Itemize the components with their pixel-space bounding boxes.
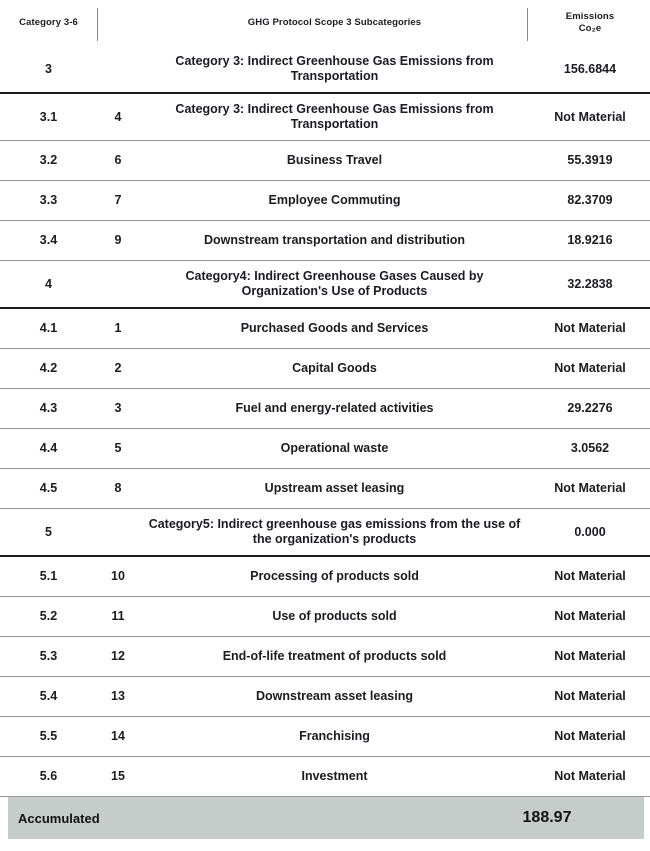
- accumulated-label: Accumulated: [18, 810, 100, 826]
- table-row: [0, 389, 650, 429]
- subcategory-number: 1: [114, 321, 122, 335]
- accumulated-value: 188.97: [522, 809, 572, 826]
- subcategory-label: Fuel and energy-related activities: [235, 401, 434, 415]
- subcategory-number: [97, 61, 139, 77]
- emissions-value: 18.9216: [567, 233, 613, 247]
- emissions-value: Not Material: [554, 689, 626, 703]
- header-subcategories: GHG Protocol Scope 3 Subcategories: [247, 17, 422, 28]
- table-row: [0, 429, 650, 469]
- emissions-value: Not Material: [554, 361, 626, 375]
- subcategory-number: 6: [114, 153, 122, 167]
- subcategory-label: Category 3: Indirect Greenhouse Gas Emissions from Transportation: [175, 102, 494, 131]
- emissions-value: 29.2276: [567, 401, 613, 415]
- category-number: 5.1: [39, 569, 58, 583]
- category-number: 3.1: [39, 109, 58, 124]
- accumulated-row: [8, 797, 644, 839]
- category-number: 5: [45, 524, 52, 539]
- category-number: 4.3: [39, 401, 58, 415]
- emissions-value: Not Material: [554, 321, 626, 335]
- header-category-range: Category 3-6: [19, 17, 78, 28]
- emissions-value: Not Material: [554, 109, 626, 124]
- table-row: [0, 469, 650, 509]
- emissions-value: 32.2838: [567, 276, 613, 291]
- subcategory-label: End-of-life treatment of products sold: [222, 649, 447, 663]
- category-number: 3.3: [39, 193, 58, 207]
- subcategory-number: 5: [114, 441, 122, 455]
- subcategory-label: Franchising: [299, 729, 370, 743]
- table-row: [0, 509, 650, 557]
- header-emissions: [530, 11, 650, 35]
- category-number: 5.3: [39, 649, 58, 663]
- category-number: 4: [45, 276, 52, 291]
- subcategory-label: Upstream asset leasing: [264, 481, 405, 495]
- header-emissions-line1: Emissions: [565, 11, 615, 22]
- subcategory-number: 4: [114, 109, 122, 124]
- subcategory-number: [97, 524, 139, 540]
- header-column-divider-left: [97, 8, 98, 41]
- table-row: [0, 309, 650, 349]
- table-row: [0, 94, 650, 141]
- emissions-value: Not Material: [554, 609, 626, 623]
- table-row: [0, 557, 650, 597]
- table-row: [0, 757, 650, 797]
- subcategory-number: 15: [111, 769, 125, 783]
- category-number: 4.5: [39, 481, 58, 495]
- subcategory-label: Employee Commuting: [268, 193, 401, 207]
- table-row: [0, 181, 650, 221]
- subcategory-label: Capital Goods: [292, 361, 377, 375]
- subcategory-number: 9: [114, 233, 122, 247]
- category-number: 5.4: [39, 689, 58, 703]
- emissions-value: Not Material: [554, 769, 626, 783]
- emissions-value: 3.0562: [570, 441, 610, 455]
- emissions-value: Not Material: [554, 649, 626, 663]
- subcategory-label: Investment: [301, 769, 368, 783]
- subcategory-number: 7: [114, 193, 122, 207]
- table-row: [0, 141, 650, 181]
- subcategory-label: Downstream asset leasing: [255, 689, 413, 703]
- table-row: [0, 597, 650, 637]
- category-number: 5.5: [39, 729, 58, 743]
- subcategory-label: Category 3: Indirect Greenhouse Gas Emissions from Transportation: [175, 54, 494, 83]
- emissions-value: Not Material: [554, 569, 626, 583]
- table-row: [0, 261, 650, 309]
- subcategory-label: Processing of products sold: [250, 569, 419, 583]
- category-number: 3: [45, 61, 52, 76]
- subcategory-label: Downstream transportation and distribution: [203, 233, 466, 247]
- category-number: 4.4: [39, 441, 58, 455]
- emissions-value: 0.000: [574, 524, 606, 539]
- table-body: [0, 46, 650, 797]
- category-number: 3.2: [39, 153, 58, 167]
- emissions-value: Not Material: [554, 481, 626, 495]
- category-number: 5.2: [39, 609, 58, 623]
- subcategory-label: Purchased Goods and Services: [240, 321, 429, 335]
- subcategory-number: [97, 276, 139, 292]
- subcategory-number: 13: [111, 689, 125, 703]
- table-row: [0, 677, 650, 717]
- subcategory-label: Use of products sold: [272, 609, 397, 623]
- subcategory-number: 8: [114, 481, 122, 495]
- subcategory-label: Category4: Indirect Greenhouse Gases Caused by Organization's Use of Products: [185, 269, 484, 298]
- subcategory-number: 3: [114, 401, 122, 415]
- emissions-value: Not Material: [554, 729, 626, 743]
- emissions-value: 156.6844: [563, 61, 617, 76]
- header-column-divider-right: [527, 8, 528, 41]
- subcategory-number: 12: [111, 649, 125, 663]
- category-number: 3.4: [39, 233, 58, 247]
- subcategory-number: 11: [111, 609, 125, 623]
- subcategory-number: 10: [111, 569, 125, 583]
- subcategory-label: Operational waste: [280, 441, 389, 455]
- table-row: [0, 349, 650, 389]
- subcategory-number: 2: [114, 361, 122, 375]
- header-emissions-line2: Co₂e: [578, 23, 602, 34]
- emissions-value: 82.3709: [567, 193, 613, 207]
- table-row: [0, 46, 650, 94]
- subcategory-number: 14: [111, 729, 125, 743]
- subcategory-label: Category5: Indirect greenhouse gas emissions from the use of the organization's products: [148, 517, 521, 546]
- table-row: [0, 637, 650, 677]
- table-row: [0, 221, 650, 261]
- emissions-value: 55.3919: [567, 153, 613, 167]
- table-row: [0, 717, 650, 757]
- table-header: [0, 0, 650, 46]
- category-number: 4.2: [39, 361, 58, 375]
- category-number: 4.1: [39, 321, 58, 335]
- subcategory-label: Business Travel: [286, 153, 383, 167]
- category-number: 5.6: [39, 769, 58, 783]
